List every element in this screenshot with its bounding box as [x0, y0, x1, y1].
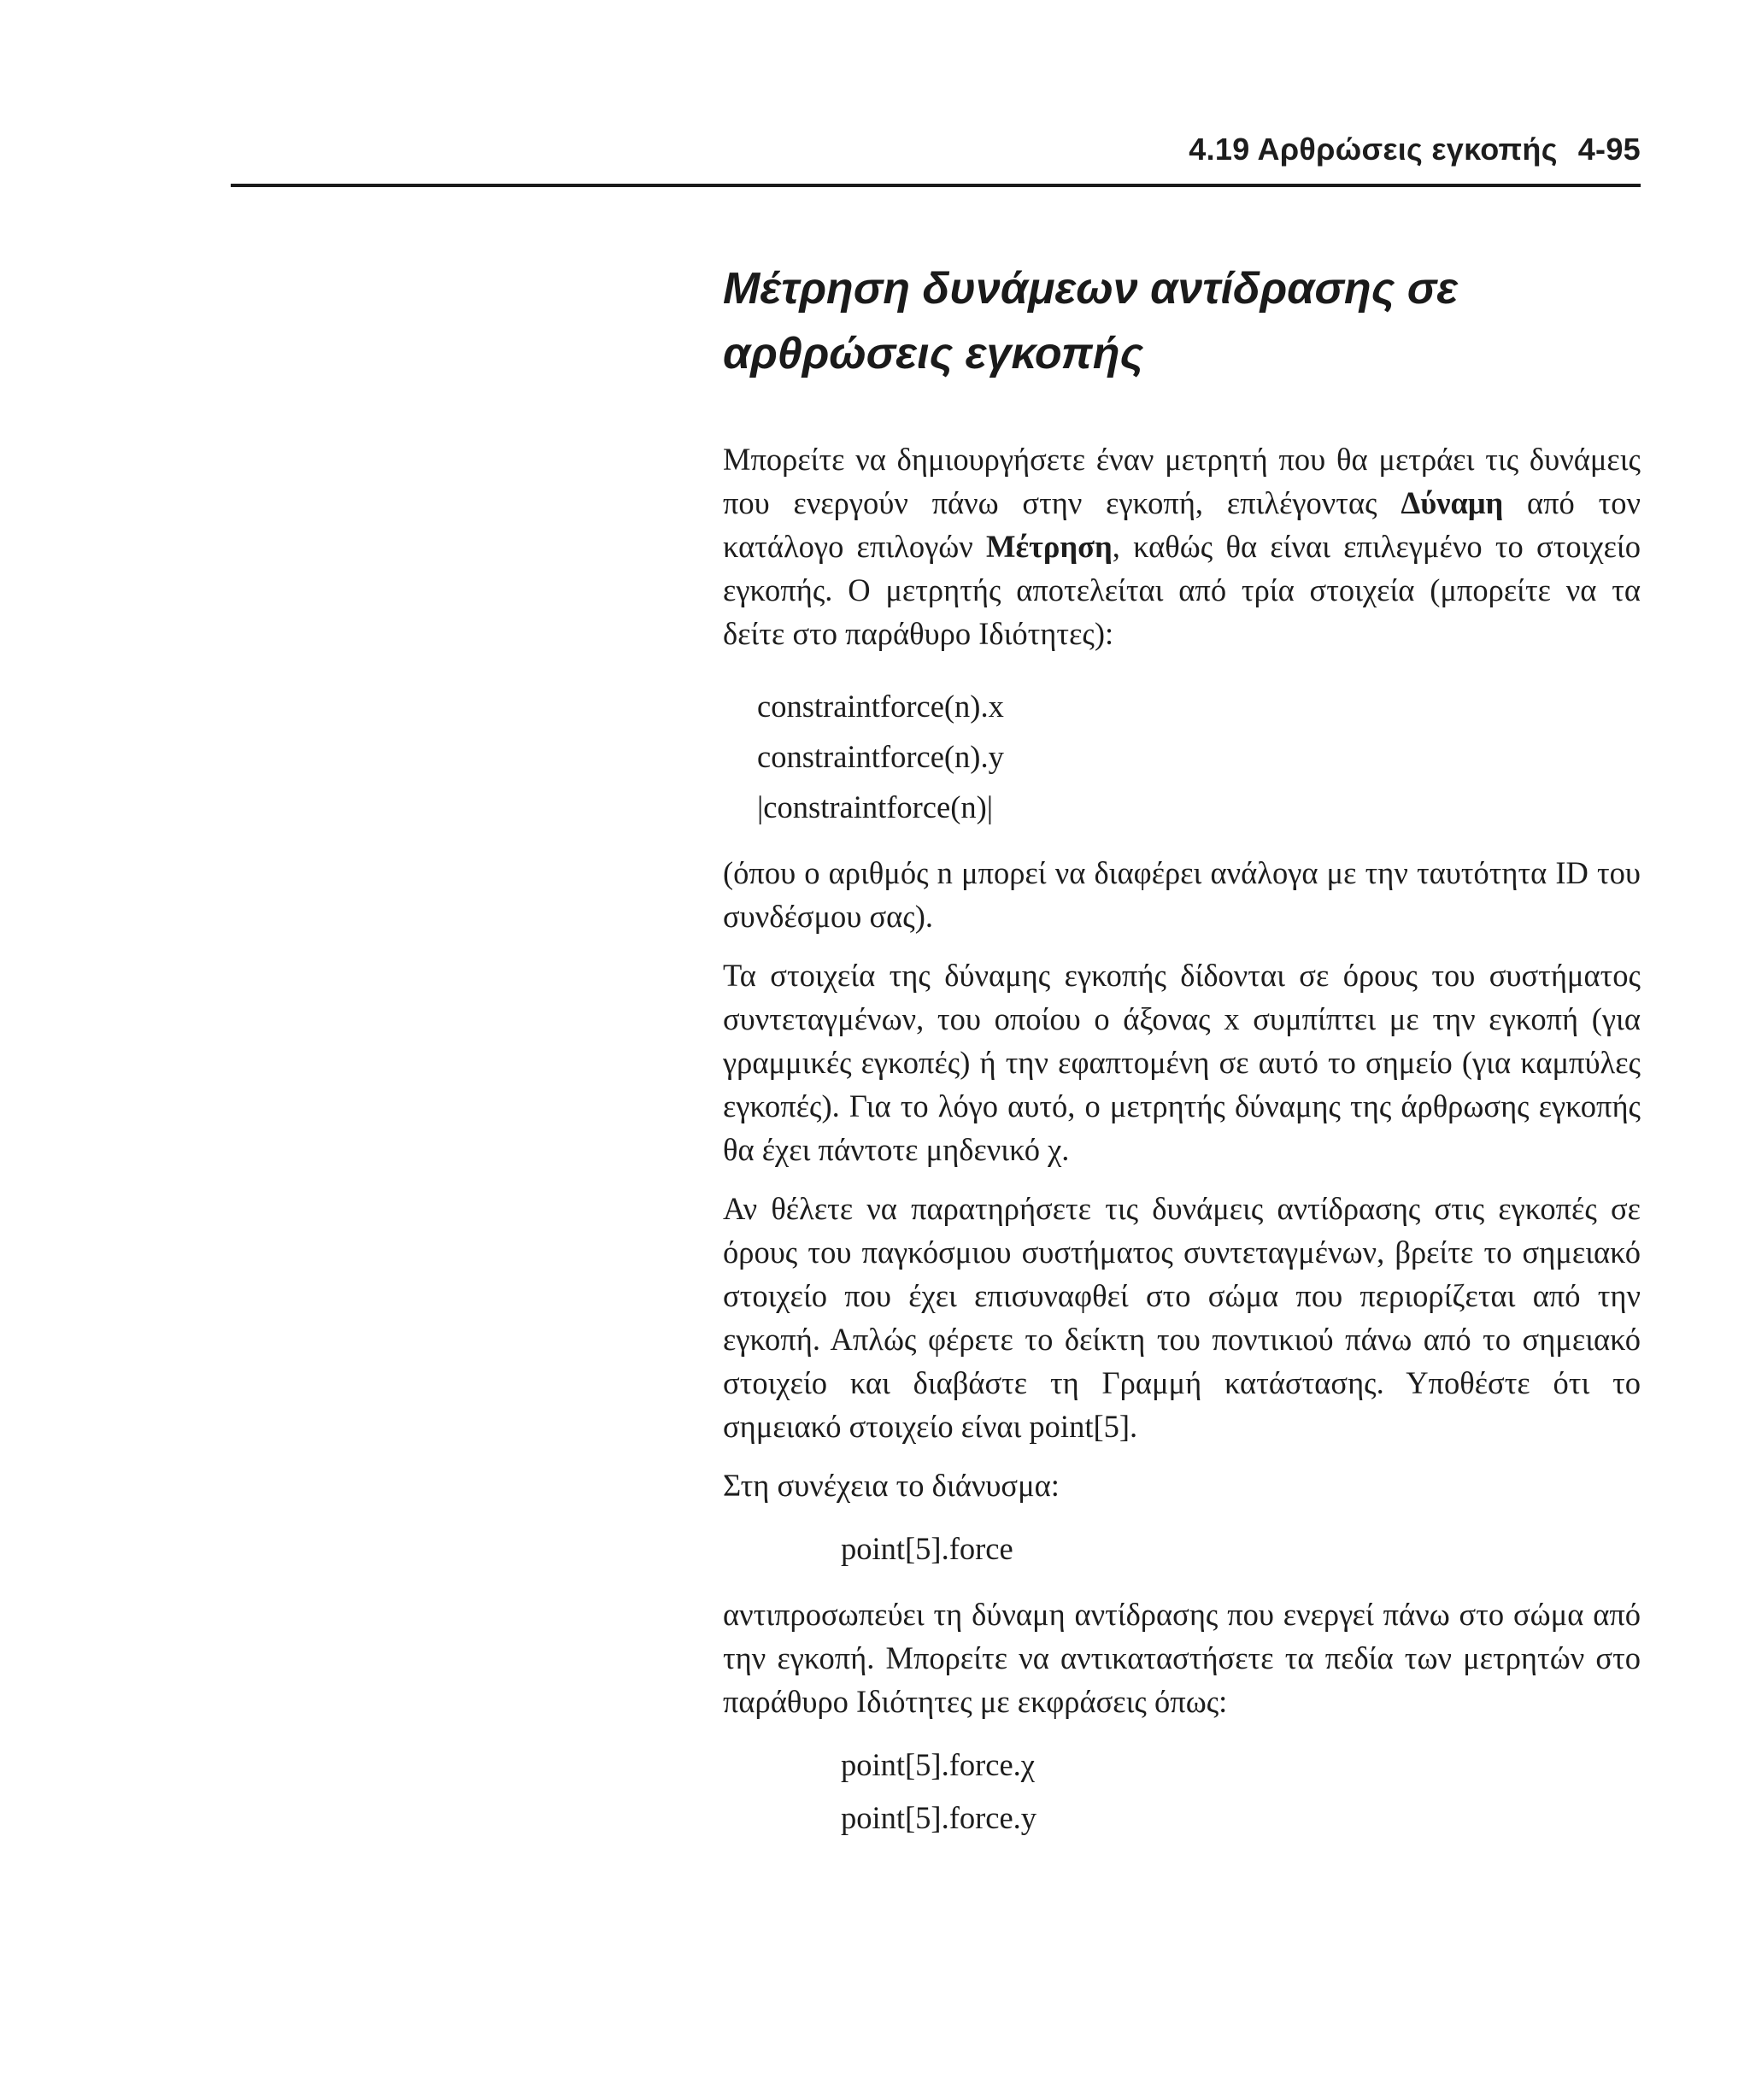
example-expressions-list	[841, 1739, 1641, 1845]
meter-field-magnitude: |constraintforce(n)|	[757, 789, 994, 824]
reaction-force-paragraph: αντιπροσωπεύει τη δύναμη αντίδρασης που ενεργεί πάνω στο σώμα από την εγκοπή. Μπορείτε να αντικαταστήσετε τα πεδία των μετρητών στο παράθυρο Ιδιότητες με εκφράσεις όπως:	[723, 1597, 1641, 1719]
example-expression-y: point[5].force.y	[841, 1800, 1037, 1835]
section-title: 4.19 Αρθρώσεις εγκοπής	[1189, 132, 1558, 167]
running-head	[231, 124, 1641, 187]
intro-text-2: από τον κατάλογο επιλογών	[723, 485, 1641, 564]
page-number: 4-95	[1577, 132, 1641, 167]
section-heading: Μέτρηση δυνάμεων αντίδρασης σε αρθρώσεις εγκοπής	[723, 264, 1459, 378]
intro-text-1: Μπορείτε να δημιουργήσετε έναν μετρητή που θα μετράει τις δυνάμεις που ενεργούν πάνω στην εγκοπή, επιλέγοντας	[723, 442, 1641, 520]
meter-field-y: constraintforce(n).y	[757, 739, 1004, 774]
main-content	[723, 256, 1641, 1862]
world-coordinates-paragraph: Αν θέλετε να παρατηρήσετε τις δυνάμεις αντίδρασης στις εγκοπές σε όρους του παγκόσμιου συστήματος συντεταγμένων, βρείτε το σημειακό στοιχείο που έχει επισυναφθεί στο σώμα που περιορίζεται από την εγκοπή. Απλώς φέρετε το δείκτη του ποντικιού πάνω από το σημειακό στοιχείο και διαβάστε τη Γραμμή κατάστασης. Υποθέστε ότι το σημειακό στοιχείο είναι point[5].	[723, 1191, 1641, 1444]
vector-expression-block	[841, 1522, 1641, 1575]
intro-paragraph	[723, 437, 1641, 655]
intro-text-3: , καθώς θα είναι επιλεγμένο το στοιχείο εγκοπής. Ο μετρητής αποτελείται από τρία στοιχεία (μπορείτε να τα δείτε στο παράθυρο Ιδιότητες):	[723, 529, 1641, 651]
force-menu-label: Δύναμη	[1401, 485, 1504, 520]
measure-menu-label: Μέτρηση	[986, 529, 1113, 564]
meter-field-x: constraintforce(n).x	[757, 689, 1004, 724]
coordinate-system-paragraph: Τα στοιχεία της δύναμης εγκοπής δίδονται σε όρους του συστήματος συντεταγμένων, του οποίου ο άξονας x συμπίπτει με την εγκοπή (για γραμμικές εγκοπές) ή την εφαπτομένη σε αυτό το σημείο (για καμπύλες εγκοπές). Για το λόγο αυτό, ο μετρητής δύναμης της άρθρωσης εγκοπής θα έχει πάντοτε μηδενικό χ.	[723, 958, 1641, 1167]
example-expression-x: point[5].force.χ	[841, 1747, 1036, 1782]
meter-fields-list	[757, 681, 1641, 832]
vector-intro-paragraph: Στη συνέχεια το διάνυσμα:	[723, 1468, 1060, 1503]
vector-expression: point[5].force	[841, 1531, 1013, 1566]
id-note-paragraph: (όπου ο αριθμός n μπορεί να διαφέρει ανάλογα με την ταυτότητα ID του συνδέσμου σας).	[723, 855, 1641, 934]
